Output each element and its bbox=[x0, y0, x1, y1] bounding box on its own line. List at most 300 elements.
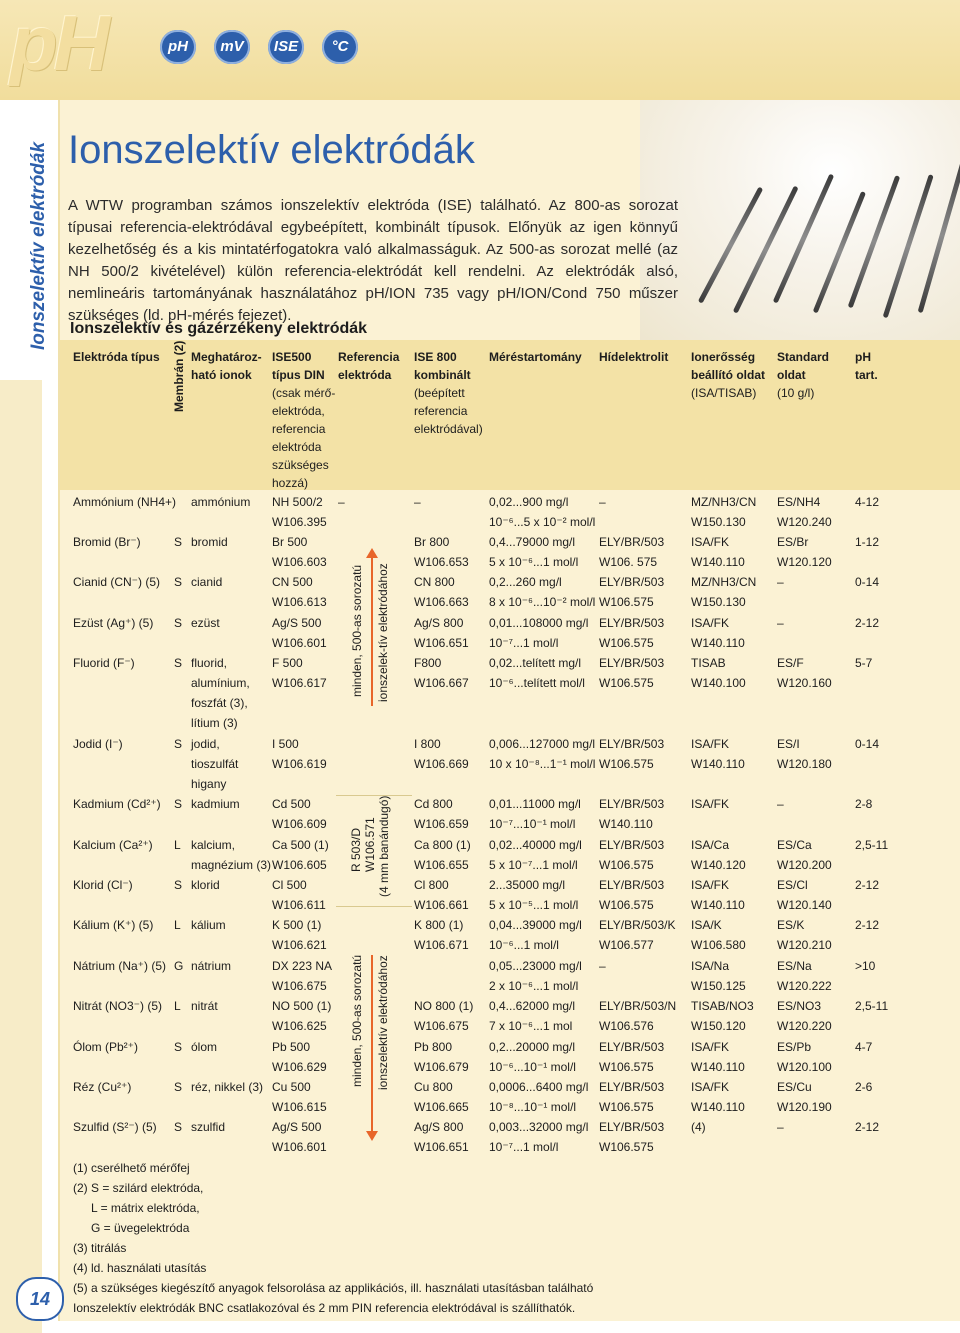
cell-ise500: Cd 500 bbox=[272, 797, 311, 811]
cell-range: 0,4...62000 mg/l bbox=[489, 999, 576, 1013]
cell-reference: – bbox=[338, 495, 345, 509]
header-ise800: referencia bbox=[414, 404, 468, 418]
cell-ise500: W106.395 bbox=[272, 515, 327, 529]
cell-isa: ISA/FK bbox=[691, 535, 730, 549]
cell-ise800: W106.671 bbox=[414, 938, 469, 952]
cell-ise800: W106.661 bbox=[414, 898, 469, 912]
cell-electrode-type: Kalcium (Ca²⁺) bbox=[73, 838, 153, 852]
cell-bridge: – bbox=[599, 495, 606, 509]
cell-standard: ES/F bbox=[777, 656, 804, 670]
cell-ise500: W106.619 bbox=[272, 757, 327, 771]
footnote: (5) a szükséges kiegészítő anyagok felsorolása az applikációs, ill. használati utasításban található bbox=[73, 1281, 594, 1295]
cell-electrode-type: Kadmium (Cd²⁺) bbox=[73, 797, 161, 811]
nav-pill-mv[interactable]: mV bbox=[214, 30, 250, 64]
cell-membrane: L bbox=[174, 918, 181, 932]
cell-ion: ammónium bbox=[191, 495, 251, 509]
electrode-image bbox=[698, 187, 763, 304]
cell-isa: W140.110 bbox=[691, 1060, 745, 1074]
cell-isa: MZ/NH3/CN bbox=[691, 495, 757, 509]
cell-bridge: W106.575 bbox=[599, 1100, 654, 1114]
cell-range: 0,2...260 mg/l bbox=[489, 575, 562, 589]
cell-range: 10⁻⁷...10⁻¹ mol/l bbox=[489, 817, 576, 831]
footnote: (1) cserélhető mérőfej bbox=[73, 1161, 190, 1175]
cell-electrode-type: Nitrát (NO3⁻) (5) bbox=[73, 999, 163, 1013]
cell-range: 0,04...39000 mg/l bbox=[489, 918, 582, 932]
cell-ise800: W106.679 bbox=[414, 1060, 469, 1074]
cell-isa: ISA/FK bbox=[691, 1040, 730, 1054]
cell-range: 0,2...20000 mg/l bbox=[489, 1040, 576, 1054]
cell-membrane: S bbox=[174, 878, 183, 892]
cell-bridge: W106. 575 bbox=[599, 555, 658, 569]
cell-standard: W120.190 bbox=[777, 1100, 832, 1114]
brand-logo: pH bbox=[10, 0, 106, 87]
header-electrode-type: Elektróda típus bbox=[73, 350, 160, 364]
cell-bridge: W106.576 bbox=[599, 1019, 654, 1033]
cell-isa: W150.125 bbox=[691, 979, 746, 993]
cell-isa: W140.100 bbox=[691, 676, 746, 690]
cell-range: 0,0006...6400 mg/l bbox=[489, 1080, 589, 1094]
cell-standard: W120.100 bbox=[777, 1060, 832, 1074]
cell-range: 10⁻⁸...10⁻¹ mol/l bbox=[489, 1100, 577, 1114]
cell-ise800: NO 800 (1) bbox=[414, 999, 474, 1013]
cell-ise800: F800 bbox=[414, 656, 442, 670]
cell-standard: ES/Cu bbox=[777, 1080, 812, 1094]
cell-isa: W150.130 bbox=[691, 595, 746, 609]
header-ise500: elektróda, bbox=[272, 404, 325, 418]
electrode-image bbox=[813, 191, 866, 313]
cell-ise800: Cd 800 bbox=[414, 797, 453, 811]
cell-standard: W120.140 bbox=[777, 898, 832, 912]
header-ise800: elektródával) bbox=[414, 422, 483, 436]
cell-ion: cianid bbox=[191, 575, 223, 589]
header-isa: (ISA/TISAB) bbox=[691, 386, 757, 400]
cell-ise500: W106.625 bbox=[272, 1019, 327, 1033]
cell-standard: W120.222 bbox=[777, 979, 832, 993]
electrode-image bbox=[918, 158, 960, 313]
cell-ise500: W106.601 bbox=[272, 636, 327, 650]
header-standard: oldat bbox=[777, 368, 806, 382]
cell-standard: ES/Br bbox=[777, 535, 809, 549]
cell-electrode-type: Bromid (Br⁻) bbox=[73, 535, 141, 549]
cell-membrane: L bbox=[174, 999, 181, 1013]
table-title: Ionszelektív és gázérzékeny elektródák bbox=[70, 320, 368, 337]
header-bridge: Hídelektrolit bbox=[599, 350, 669, 364]
cell-bridge: W106.575 bbox=[599, 1140, 654, 1154]
cell-ise800: W106.655 bbox=[414, 858, 469, 872]
cell-bridge: ELY/BR/503 bbox=[599, 737, 665, 751]
cell-isa: ISA/K bbox=[691, 918, 722, 932]
cell-electrode-type: Cianid (CN⁻) (5) bbox=[73, 575, 161, 589]
cell-range: 5 x 10⁻⁵...1 mol/l bbox=[489, 898, 579, 912]
cell-standard: ES/I bbox=[777, 737, 800, 751]
cell-ion: jodid, bbox=[191, 737, 220, 751]
cell-membrane: S bbox=[174, 575, 183, 589]
cell-ise500: Cl 500 bbox=[272, 878, 307, 892]
cell-ph: 2,5-11 bbox=[855, 999, 889, 1013]
ref-label-mid-c: (4 mm banándugó) bbox=[377, 795, 391, 897]
cell-standard: ES/NO3 bbox=[777, 999, 822, 1013]
header-ise500: ISE500 bbox=[272, 350, 312, 364]
cell-ph: 4-12 bbox=[855, 495, 880, 509]
cell-ise800: W106.665 bbox=[414, 1100, 469, 1114]
cell-membrane: S bbox=[174, 1120, 183, 1134]
header-standard: (10 g/l) bbox=[777, 386, 815, 400]
cell-ph: 1-12 bbox=[855, 535, 880, 549]
cell-bridge: ELY/BR/503 bbox=[599, 878, 665, 892]
ref-label-top-b: ionszelek-tív elektródához bbox=[376, 563, 390, 702]
cell-isa: W106.580 bbox=[691, 938, 746, 952]
header-ions: Meghatároz- bbox=[191, 350, 262, 364]
cell-ise500: NH 500/2 bbox=[272, 495, 323, 509]
cell-membrane: S bbox=[174, 535, 183, 549]
cell-membrane: L bbox=[174, 838, 181, 852]
cell-ise800: Ag/S 800 bbox=[414, 1120, 464, 1134]
footnotes bbox=[73, 1158, 593, 1318]
cell-standard: – bbox=[777, 1120, 784, 1134]
cell-bridge: W106.575 bbox=[599, 676, 654, 690]
footnote: L = mátrix elektróda, bbox=[91, 1201, 200, 1215]
intro-paragraph: A WTW programban számos ionszelektív elektróda (ISE) található. Az 800-as sorozat típusai referencia-elektródával egybeépített, kombinált típusok. Előnyük az igen könnyű kezelhetőség és a kis mintatérfogatokra való alkalmasságuk. Az 500-as sorozat mellé (az NH 500/2 kivételével) külön referencia-elektródát kell rendelni. Az elektródák alsó, nemlineáris tartományának használatához pH/ION 735 vagy pH/ION/Cond 750 műszer szükséges (ld. pH-mérés fejezet). bbox=[68, 197, 678, 324]
cell-ise500: Ca 500 (1) bbox=[272, 838, 329, 852]
cell-ise800: W106.651 bbox=[414, 636, 469, 650]
nav-pill-temp[interactable]: °C bbox=[322, 30, 358, 64]
cell-ise500: W106.621 bbox=[272, 938, 327, 952]
footnote: Ionszelektív elektródák BNC csatlakozóval és 2 mm PIN referencia elektródával is szállíthatók. bbox=[73, 1301, 576, 1315]
cell-ise800: W106.653 bbox=[414, 555, 469, 569]
cell-bridge: W106.577 bbox=[599, 938, 654, 952]
header-ise800: kombinált bbox=[414, 368, 471, 382]
cell-ise500: I 500 bbox=[272, 737, 299, 751]
top-banner bbox=[0, 0, 960, 100]
ref-label-mid-b: W106.571 bbox=[363, 817, 377, 872]
cell-range: 0,02...900 mg/l bbox=[489, 495, 569, 509]
cell-ise800: – bbox=[414, 495, 421, 509]
cell-ise500: K 500 (1) bbox=[272, 918, 322, 932]
cell-ph: 2-12 bbox=[855, 616, 880, 630]
cell-ise500: W106.615 bbox=[272, 1100, 327, 1114]
cell-range: 5 x 10⁻⁶...1 mol/l bbox=[489, 555, 579, 569]
cell-electrode-type: Fluorid (F⁻) bbox=[73, 656, 135, 670]
cell-ise800: W106.675 bbox=[414, 1019, 469, 1033]
ref-label-bot-a: minden, 500-as sorozatú bbox=[350, 954, 364, 1087]
cell-range: 0,01...11000 mg/l bbox=[489, 797, 581, 811]
ref-label-bot-b: ionszelektív elektródához bbox=[376, 955, 390, 1090]
cell-ise800: Pb 800 bbox=[414, 1040, 453, 1054]
cell-range: 0,02...telített mg/l bbox=[489, 656, 582, 670]
cell-bridge: ELY/BR/503/K bbox=[599, 918, 676, 932]
cell-ion: tioszulfát bbox=[191, 757, 239, 771]
cell-electrode-type: Klorid (Cl⁻) bbox=[73, 878, 133, 892]
cell-bridge: – bbox=[599, 959, 606, 973]
cell-ion: kalcium, bbox=[191, 838, 236, 852]
cell-ise500: DX 223 NA bbox=[272, 959, 333, 973]
cell-ph: 4-7 bbox=[855, 1040, 873, 1054]
cell-isa: TISAB bbox=[691, 656, 726, 670]
cell-ise500: Ag/S 500 bbox=[272, 616, 322, 630]
cell-isa: W140.110 bbox=[691, 757, 745, 771]
cell-ise500: W106.629 bbox=[272, 1060, 327, 1074]
cell-ise500: W106.617 bbox=[272, 676, 327, 690]
cell-electrode-type: Ólom (Pb²⁺) bbox=[73, 1040, 139, 1054]
cell-electrode-type: Szulfid (S²⁻) (5) bbox=[73, 1120, 157, 1134]
cell-range: 0,003...32000 mg/l bbox=[489, 1120, 589, 1134]
cell-bridge: W106.575 bbox=[599, 595, 654, 609]
cell-standard: W120.180 bbox=[777, 757, 832, 771]
cell-ise800: Ag/S 800 bbox=[414, 616, 464, 630]
cell-ise500: NO 500 (1) bbox=[272, 999, 332, 1013]
cell-isa: ISA/Ca bbox=[691, 838, 730, 852]
cell-membrane: S bbox=[174, 737, 183, 751]
cell-ph: 2-12 bbox=[855, 878, 880, 892]
nav-pill-ise[interactable]: ISE bbox=[268, 30, 304, 64]
header-ise500: elektróda bbox=[272, 440, 322, 454]
cell-ph: 5-7 bbox=[855, 656, 873, 670]
cell-membrane: S bbox=[174, 616, 183, 630]
cell-standard: ES/NH4 bbox=[777, 495, 821, 509]
header-reference: elektróda bbox=[338, 368, 392, 382]
cell-range: 2...35000 mg/l bbox=[489, 878, 566, 892]
cell-range: 10⁻⁷...1 mol/l bbox=[489, 636, 559, 650]
cell-ion: lítium (3) bbox=[191, 716, 238, 730]
ref-label-mid-a: R 503/D bbox=[349, 827, 363, 872]
cell-ise800: W106.667 bbox=[414, 676, 469, 690]
header-ph: pH bbox=[855, 350, 871, 364]
nav-pill-ph[interactable]: pH bbox=[160, 30, 196, 64]
cell-membrane: G bbox=[174, 959, 184, 973]
cell-range: 10⁻⁶...1 mol/l bbox=[489, 938, 559, 952]
cell-ph: 2,5-11 bbox=[855, 838, 889, 852]
cell-bridge: W106.575 bbox=[599, 757, 654, 771]
cell-isa: W140.110 bbox=[691, 1100, 745, 1114]
cell-isa: TISAB/NO3 bbox=[691, 999, 754, 1013]
cell-bridge: W106.575 bbox=[599, 636, 654, 650]
ref-label-top-a: minden, 500-as sorozatú bbox=[350, 564, 364, 697]
cell-ph: 0-14 bbox=[855, 737, 880, 751]
header-ise500: (csak mérő- bbox=[272, 386, 336, 400]
cell-ise800: Cl 800 bbox=[414, 878, 449, 892]
cell-ph: 2-12 bbox=[855, 1120, 880, 1134]
cell-ion: magnézium (3) bbox=[191, 858, 272, 872]
cell-standard: ES/K bbox=[777, 918, 805, 932]
cell-isa: W150.120 bbox=[691, 1019, 746, 1033]
cell-ise800: W106.663 bbox=[414, 595, 469, 609]
cell-ion: fluorid, bbox=[191, 656, 228, 670]
electrode-image bbox=[733, 186, 799, 314]
cell-ise500: W106.613 bbox=[272, 595, 327, 609]
cell-standard: W120.240 bbox=[777, 515, 832, 529]
cell-standard: ES/Na bbox=[777, 959, 812, 973]
cell-ise500: F 500 bbox=[272, 656, 303, 670]
arrow-down-icon bbox=[366, 1131, 378, 1141]
cell-ise500: Br 500 bbox=[272, 535, 308, 549]
cell-ise800: K 800 (1) bbox=[414, 918, 464, 932]
cell-standard: W120.120 bbox=[777, 555, 832, 569]
footnote: (3) titrálás bbox=[73, 1241, 127, 1255]
cell-ise500: Ag/S 500 bbox=[272, 1120, 322, 1134]
cell-ion: foszfát (3), bbox=[191, 696, 248, 710]
cell-electrode-type: Nátrium (Na⁺) (5) bbox=[73, 959, 167, 973]
cell-bridge: ELY/BR/503 bbox=[599, 575, 665, 589]
cell-ion: kálium bbox=[191, 918, 226, 932]
cell-ise500: W106.609 bbox=[272, 817, 327, 831]
header-membrane: Membrán (2) bbox=[172, 340, 186, 412]
electrode-photo bbox=[640, 100, 960, 340]
cell-ion: alumínium, bbox=[191, 676, 250, 690]
header-ise500: szükséges bbox=[272, 458, 329, 472]
cell-ise800: W106.659 bbox=[414, 817, 469, 831]
cell-range: 10⁻⁶...5 x 10⁻² mol/l bbox=[489, 515, 596, 529]
cell-ion: kadmium bbox=[191, 797, 240, 811]
cell-isa: ISA/FK bbox=[691, 616, 730, 630]
cell-electrode-type: Réz (Cu²⁺) bbox=[73, 1080, 132, 1094]
cell-range: 8 x 10⁻⁶...10⁻² mol/l bbox=[489, 595, 596, 609]
cell-ise500: W106.605 bbox=[272, 858, 327, 872]
cell-membrane: S bbox=[174, 1080, 183, 1094]
cell-bridge: ELY/BR/503 bbox=[599, 535, 665, 549]
cell-range: 10⁻⁶...10⁻¹ mol/l bbox=[489, 1060, 576, 1074]
header-ise500: hozzá) bbox=[272, 476, 309, 490]
cell-bridge: ELY/BR/503 bbox=[599, 616, 665, 630]
header-ions: ható ionok bbox=[191, 368, 252, 382]
cell-ise800: Ca 800 (1) bbox=[414, 838, 471, 852]
footnote: (2) S = szilárd elektróda, bbox=[73, 1181, 204, 1195]
cell-isa: W140.110 bbox=[691, 636, 745, 650]
cell-isa: ISA/FK bbox=[691, 1080, 730, 1094]
cell-range: 2 x 10⁻⁶...1 mol/l bbox=[489, 979, 579, 993]
header-ise800: (beépített bbox=[414, 386, 465, 400]
cell-ise500: W106.601 bbox=[272, 1140, 327, 1154]
cell-electrode-type: Ezüst (Ag⁺) (5) bbox=[73, 616, 154, 630]
header-ise500: típus DIN bbox=[272, 368, 325, 382]
cell-ise800: Cu 800 bbox=[414, 1080, 453, 1094]
cell-ion: nitrát bbox=[191, 999, 218, 1013]
cell-bridge: ELY/BR/503 bbox=[599, 797, 665, 811]
cell-ise500: W106.675 bbox=[272, 979, 327, 993]
cell-electrode-type: Ammónium (NH4+) bbox=[73, 495, 177, 509]
page-number: 14 bbox=[16, 1277, 64, 1321]
cell-range: 10⁻⁶...telített mol/l bbox=[489, 676, 585, 690]
cell-ph: >10 bbox=[855, 959, 876, 973]
cell-ise800: W106.651 bbox=[414, 1140, 469, 1154]
cell-standard: ES/Cl bbox=[777, 878, 808, 892]
cell-standard: – bbox=[777, 575, 784, 589]
header-range: Méréstartomány bbox=[489, 350, 582, 364]
cell-membrane: S bbox=[174, 797, 183, 811]
footnote: G = üvegelektróda bbox=[91, 1221, 190, 1235]
sidebar-title: Ionszelektív elektródák bbox=[28, 141, 49, 350]
cell-ise800: Br 800 bbox=[414, 535, 450, 549]
cell-ise500: Pb 500 bbox=[272, 1040, 311, 1054]
cell-standard: – bbox=[777, 616, 784, 630]
cell-bridge: W106.575 bbox=[599, 898, 654, 912]
arrow-line bbox=[371, 556, 373, 706]
cell-range: 0,4...79000 mg/l bbox=[489, 535, 576, 549]
cell-isa: ISA/FK bbox=[691, 737, 730, 751]
cell-isa: W140.120 bbox=[691, 858, 746, 872]
header-ise500: referencia bbox=[272, 422, 326, 436]
cell-ion: ezüst bbox=[191, 616, 220, 630]
header-reference: Referencia bbox=[338, 350, 400, 364]
header-ph: tart. bbox=[855, 368, 878, 382]
cell-ise500: W106.603 bbox=[272, 555, 327, 569]
cell-bridge: ELY/BR/503 bbox=[599, 838, 665, 852]
cell-ph: 2-6 bbox=[855, 1080, 873, 1094]
cell-ion: higany bbox=[191, 777, 227, 791]
cell-ise500: CN 500 bbox=[272, 575, 313, 589]
cell-range: 0,05...23000 mg/l bbox=[489, 959, 582, 973]
cell-standard: W120.220 bbox=[777, 1019, 832, 1033]
cell-membrane: S bbox=[174, 656, 183, 670]
cell-ion: nátrium bbox=[191, 959, 232, 973]
arrow-line bbox=[371, 955, 373, 1133]
cell-standard: – bbox=[777, 797, 784, 811]
cell-standard: W120.200 bbox=[777, 858, 832, 872]
cell-ph: 2-8 bbox=[855, 797, 873, 811]
cell-standard: W120.210 bbox=[777, 938, 832, 952]
cell-bridge: W106.575 bbox=[599, 858, 654, 872]
cell-ph: 2-12 bbox=[855, 918, 880, 932]
cell-isa: ISA/Na bbox=[691, 959, 730, 973]
cell-membrane: S bbox=[174, 1040, 183, 1054]
cell-range: 10 x 10⁻⁸...1⁻¹ mol/l bbox=[489, 757, 596, 771]
cell-ise800: W106.669 bbox=[414, 757, 469, 771]
cell-ion: bromid bbox=[191, 535, 228, 549]
cell-bridge: ELY/BR/503 bbox=[599, 1080, 665, 1094]
cell-ise500: Cu 500 bbox=[272, 1080, 311, 1094]
cell-isa: W140.110 bbox=[691, 555, 745, 569]
cell-ise800: CN 800 bbox=[414, 575, 455, 589]
cell-isa: ISA/FK bbox=[691, 878, 730, 892]
cell-ph: 0-14 bbox=[855, 575, 880, 589]
cell-range: 0,02...40000 mg/l bbox=[489, 838, 582, 852]
cell-range: 0,006...127000 mg/l bbox=[489, 737, 596, 751]
cell-isa: MZ/NH3/CN bbox=[691, 575, 757, 589]
page-title: Ionszelektív elektródák bbox=[68, 128, 475, 172]
cell-range: 5 x 10⁻⁷...1 mol/l bbox=[489, 858, 578, 872]
cell-ise500: W106.611 bbox=[272, 898, 326, 912]
footnote: (4) ld. használati utasítás bbox=[73, 1261, 207, 1275]
cell-electrode-type: Kálium (K⁺) (5) bbox=[73, 918, 154, 932]
cell-ise800: I 800 bbox=[414, 737, 441, 751]
header-ise800: ISE 800 bbox=[414, 350, 457, 364]
cell-bridge: ELY/BR/503 bbox=[599, 656, 665, 670]
cell-isa: (4) bbox=[691, 1120, 706, 1134]
cell-isa: W150.130 bbox=[691, 515, 746, 529]
cell-standard: ES/Ca bbox=[777, 838, 812, 852]
cell-ion: szulfid bbox=[191, 1120, 226, 1134]
cell-standard: ES/Pb bbox=[777, 1040, 812, 1054]
cell-bridge: ELY/BR/503/N bbox=[599, 999, 677, 1013]
cell-ion: klorid bbox=[191, 878, 220, 892]
cell-bridge: ELY/BR/503 bbox=[599, 1120, 665, 1134]
cell-isa: W140.110 bbox=[691, 898, 745, 912]
cell-bridge: ELY/BR/503 bbox=[599, 1040, 665, 1054]
header-isa: beállító oldat bbox=[691, 368, 766, 382]
cell-range: 0,01...108000 mg/l bbox=[489, 616, 589, 630]
header-standard: Standard bbox=[777, 350, 830, 364]
cell-range: 7 x 10⁻⁶...1 mol bbox=[489, 1019, 573, 1033]
cell-range: 10⁻⁷...1 mol/l bbox=[489, 1140, 559, 1154]
cell-isa: ISA/FK bbox=[691, 797, 730, 811]
cell-electrode-type: Jodid (I⁻) bbox=[73, 737, 123, 751]
cell-bridge: W140.110 bbox=[599, 817, 653, 831]
cell-bridge: W106.575 bbox=[599, 1060, 654, 1074]
left-strip bbox=[0, 378, 42, 1333]
cell-standard: W120.160 bbox=[777, 676, 832, 690]
header-isa: Ionerősség bbox=[691, 350, 756, 364]
cell-ion: ólom bbox=[191, 1040, 218, 1054]
cell-ion: réz, nikkel (3) bbox=[191, 1080, 264, 1094]
